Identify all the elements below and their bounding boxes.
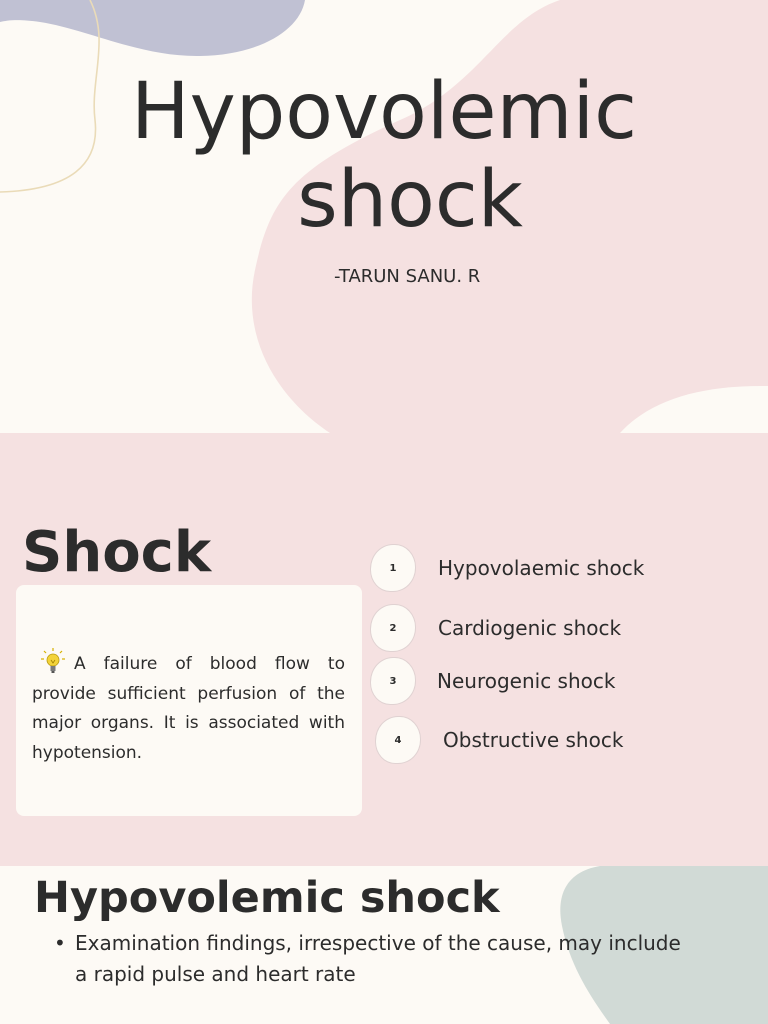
slide-heading: Hypovolemic shock (34, 873, 500, 923)
hypovolemic-slide (0, 866, 768, 1024)
number-badge: 2 (370, 604, 416, 652)
bullet-item: • Examination findings, irrespective of the cause, may include a rapid pulse and heart rate (54, 928, 694, 990)
lightbulb-icon (40, 647, 66, 675)
number-badge: 3 (370, 657, 416, 705)
title-slide (0, 0, 768, 433)
list-item (370, 657, 615, 705)
list-item (375, 716, 623, 764)
definition-text (32, 647, 345, 768)
number-badge: 1 (370, 544, 416, 592)
slide-heading: Shock (22, 520, 212, 585)
list-item (370, 604, 621, 652)
title-line-2: shock (297, 155, 523, 245)
bullet-list (54, 928, 694, 990)
definition-body: A failure of blood flow to provide sufficient perfusion of the major organs. It is associated with hypotension. (32, 654, 345, 763)
list-item (370, 544, 644, 592)
shock-type-label: Cardiogenic shock (438, 616, 622, 640)
slide-title (0, 68, 768, 244)
shock-type-label: Neurogenic shock (437, 669, 616, 693)
shock-type-label: Obstructive shock (443, 728, 624, 752)
author-name: -TARUN SANU. R (334, 266, 481, 287)
shock-overview-slide (0, 433, 768, 866)
number-badge: 4 (375, 716, 421, 764)
title-line-1: Hypovolemic (130, 67, 638, 157)
shock-type-label: Hypovolaemic shock (438, 556, 645, 580)
definition-card (16, 585, 362, 816)
